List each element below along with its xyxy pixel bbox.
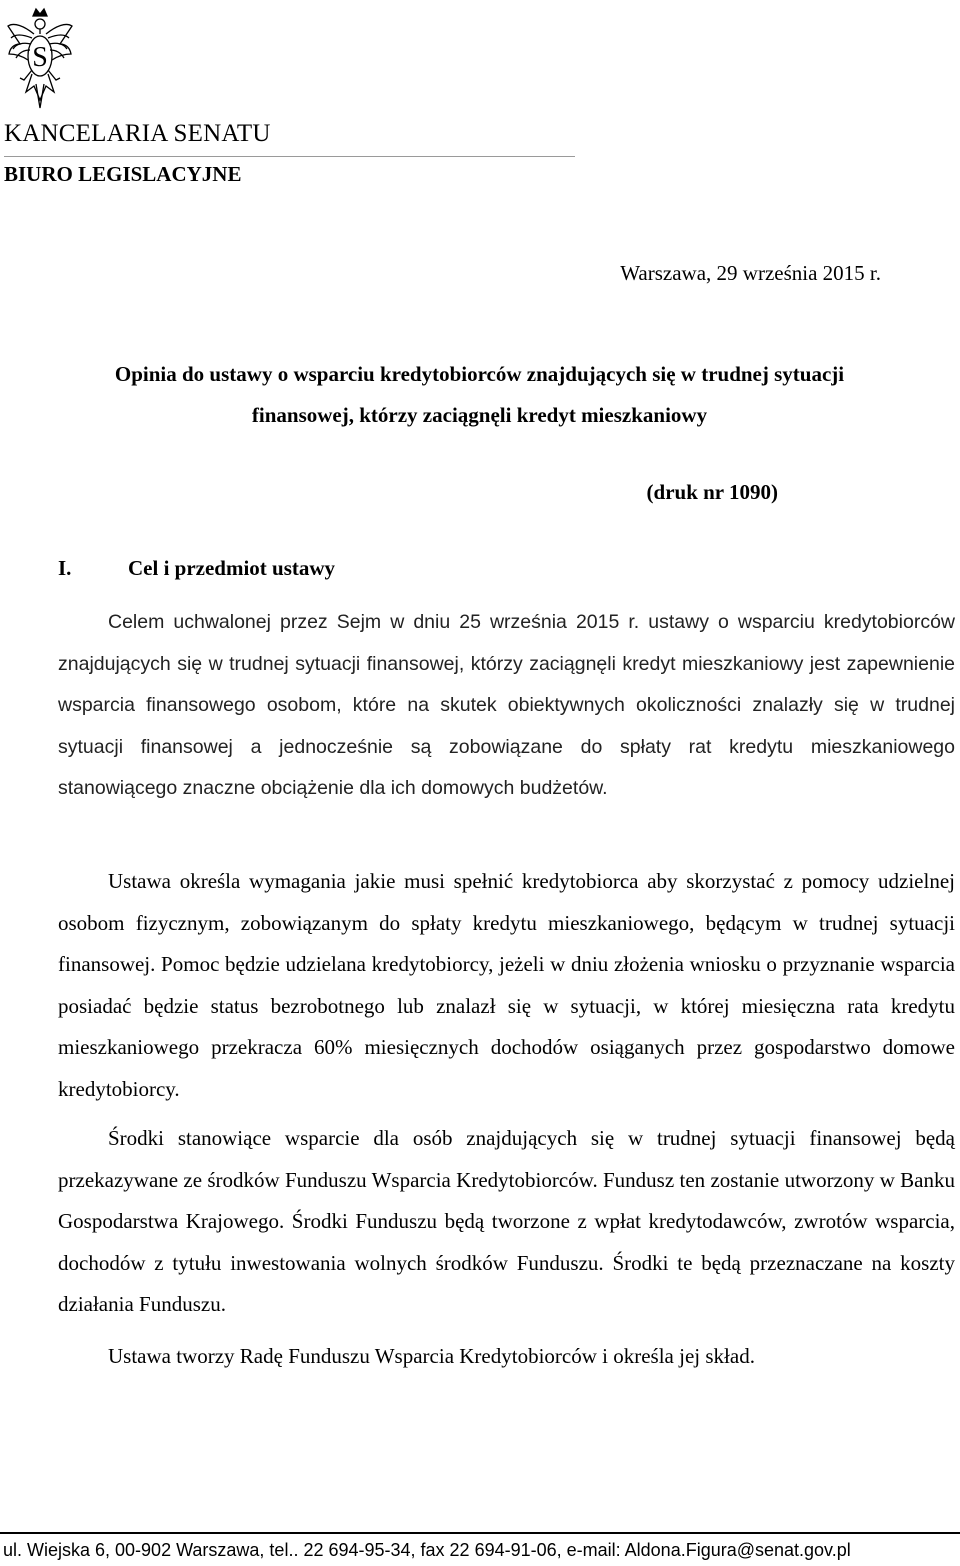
paragraph-purpose: Celem uchwalonej przez Sejm w dniu 25 września 2015 r. ustawy o wsparciu kredytobiorców znajdujących się w trudnej sytuacji finansowej, którzy zaciągnęli kredyt mieszkaniowy jest zapewnienie wsparcia finansowego osobom, które na skutek obiektywnych okoliczności znalazły się w trudnej sytuacji finansowej a jednocześnie są zobowiązane do spłaty rat kredytu mieszkaniowego stanowiącego znaczne obciążenie dla ich domowych budżetów. bbox=[58, 611, 955, 799]
document-title-line-2: finansowej, którzy zaciągnęli kredyt mieszkaniowy bbox=[251, 403, 708, 427]
section-heading: Cel i przedmiot ustawy bbox=[128, 556, 336, 580]
paragraph-council: Ustawa tworzy Radę Funduszu Wsparcia Kredytobiorców i określa jej skład. bbox=[108, 1344, 755, 1368]
header-divider bbox=[4, 156, 575, 157]
footer-divider bbox=[0, 1532, 960, 1534]
document-date: Warszawa, 29 września 2015 r. bbox=[620, 261, 881, 285]
svg-text:S: S bbox=[32, 42, 48, 73]
section-number: I. bbox=[58, 556, 72, 580]
paragraph-fund: Środki stanowiące wsparcie dla osób znajdujących się w trudnej sytuacji finansowej będą przekazywane ze środków Funduszu Wsparcia Kredytobiorców. Fundusz ten zostanie utworzony w Banku Gospodarstwa Krajowego. Środki Funduszu będą tworzone z wpłat kredytodawców, zwrotów wsparcia, dochodów z tytułu inwestowania wolnych środków Funduszu. Środki te będą przeznaczane na koszty działania Funduszu. bbox=[58, 1126, 955, 1316]
paragraph-requirements: Ustawa określa wymagania jakie musi spełnić kredytobiorca aby skorzystać z pomocy udzielnej osobom fizycznym, zobowiązanym do spłaty kredytu mieszkaniowego, będącym w trudnej sytuacji finansowej. Pomoc będzie udzielana kredytobiorcy, jeżeli w dniu złożenia wniosku o przyznanie wsparcia posiadać będzie status bezrobotnego lub znalazł się w sytuacji, w której miesięczna rata kredytu mieszkaniowego przekracza 60% miesięcznych dochodów osiąganych przez gospodarstwo domowe kredytobiorcy. bbox=[58, 869, 955, 1101]
department-name: BIURO LEGISLACYJNE bbox=[4, 162, 242, 186]
document-title-line-1: Opinia do ustawy o wsparciu kredytobiorców znajdujących się w trudnej sytuacji bbox=[114, 362, 845, 386]
print-number: (druk nr 1090) bbox=[646, 480, 778, 504]
organization-name: KANCELARIA SENATU bbox=[4, 120, 271, 147]
footer-address: ul. Wiejska 6, 00-902 Warszawa, tel.. 22 694-95-34, fax 22 694-91-06, e-mail: Aldona.Figura@senat.gov.pl bbox=[3, 1540, 851, 1560]
senate-eagle-emblem-icon bbox=[6, 4, 74, 114]
